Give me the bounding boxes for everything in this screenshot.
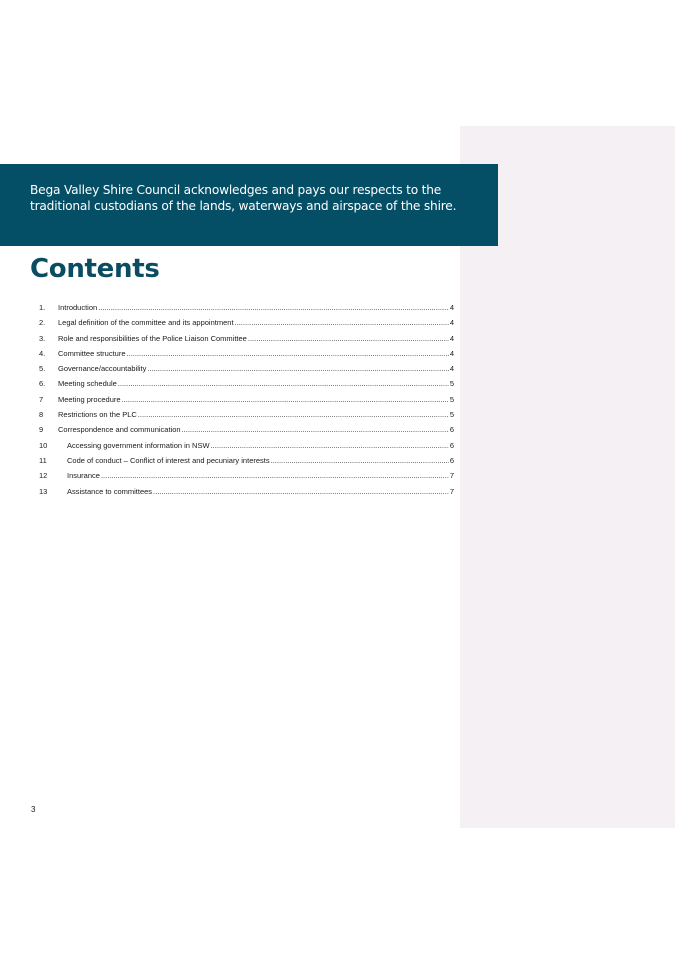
acknowledgement-line-2: traditional custodians of the lands, waterways and airspace of the shire. [30,198,457,213]
toc-entry-number: 13 [39,486,48,496]
toc-entry-page: 4 [449,364,454,374]
toc-dot-leader [147,361,448,376]
toc-dot-leader [271,453,449,468]
toc-entry-number: 11 [39,455,47,465]
toc-entry-page: 4 [449,333,454,343]
toc-entry-label: Accessing government information in NSW [67,440,210,450]
toc-entry-page: 4 [449,303,454,312]
toc-entry-number: 5. [39,364,46,374]
table-of-contents [39,300,454,499]
toc-entry-link[interactable] [58,422,454,437]
toc-entry-page: 7 [449,486,454,496]
toc-entry[interactable] [39,438,454,453]
toc-entry-link[interactable] [67,468,454,483]
toc-entry-link[interactable] [67,453,454,468]
toc-entry-label: Code of conduct – Conflict of interest and pecuniary interests [67,455,270,465]
toc-dot-leader [235,315,449,330]
toc-dot-leader [118,376,449,391]
toc-entry-link[interactable] [58,300,454,315]
toc-entry[interactable] [39,468,454,483]
acknowledgement-line-1: Bega Valley Shire Council acknowledges and pays our respects to the [30,183,442,197]
toc-entry[interactable] [39,300,454,315]
toc-entry-link[interactable] [58,315,454,330]
toc-entry-label: Legal definition of the committee and its appointment [58,318,234,328]
toc-entry-number: 6. [39,379,46,389]
toc-entry-page: 6 [449,425,454,435]
toc-entry-page: 5 [449,410,454,420]
toc-entry-label: Insurance [67,471,100,481]
toc-entry-page: 7 [449,471,454,481]
toc-entry-number: 4. [39,348,46,358]
toc-entry-link[interactable] [58,407,454,422]
toc-dot-leader [211,438,449,453]
contents-heading: Contents [30,254,160,284]
toc-dot-leader [127,346,449,361]
toc-entry-link[interactable] [58,331,454,346]
toc-entry-label: Restrictions on the PLC [58,410,137,420]
toc-entry-link[interactable] [58,346,454,361]
toc-entry-number: 7 [39,394,44,404]
toc-dot-leader [101,468,449,483]
toc-entry-number: 9 [39,425,44,435]
toc-entry[interactable] [39,376,454,391]
toc-entry-link[interactable] [67,438,454,453]
toc-entry-number: 12 [39,471,48,481]
toc-entry[interactable] [39,422,454,437]
toc-entry-page: 6 [449,455,454,465]
toc-entry-page: 4 [449,348,454,358]
toc-dot-leader [182,422,449,437]
page-number: 3 [31,805,36,814]
toc-entry-link[interactable] [58,361,454,376]
toc-entry-label: Assistance to committees [67,486,153,496]
toc-entry-label: Correspondence and communication [58,425,181,435]
toc-entry-label: Committee structure [58,348,126,358]
toc-entry[interactable] [39,315,454,330]
toc-entry[interactable] [39,484,454,499]
toc-entry[interactable] [39,392,454,407]
toc-entry-page: 6 [449,440,454,450]
toc-dot-leader [153,484,449,499]
toc-entry-number: 2. [39,318,46,328]
toc-entry-label: Introduction [58,303,98,312]
toc-entry[interactable] [39,453,454,468]
toc-dot-leader [138,407,449,422]
toc-entry-label: Meeting procedure [58,394,121,404]
toc-entry-page: 5 [449,379,454,389]
toc-dot-leader [122,392,449,407]
toc-entry-label: Role and responsibilities of the Police Liaison Committee [58,333,247,343]
acknowledgement-banner [0,164,498,246]
toc-entry-page: 5 [449,394,454,404]
toc-entry-link[interactable] [67,484,454,499]
toc-entry[interactable] [39,346,454,361]
toc-entry[interactable] [39,331,454,346]
toc-dot-leader [248,331,449,346]
acknowledgement-text [30,183,490,214]
toc-entry-number: 10 [39,440,48,450]
toc-entry-number: 3. [39,333,46,343]
toc-entry-page: 4 [449,318,454,328]
toc-entry-number: 1. [39,303,46,312]
toc-entry-label: Meeting schedule [58,379,117,389]
toc-entry-link[interactable] [58,376,454,391]
toc-entry[interactable] [39,407,454,422]
toc-entry[interactable] [39,361,454,376]
toc-entry-link[interactable] [58,392,454,407]
toc-dot-leader [98,300,449,315]
toc-entry-number: 8 [39,410,44,420]
toc-entry-label: Governance/accountability [58,364,147,374]
